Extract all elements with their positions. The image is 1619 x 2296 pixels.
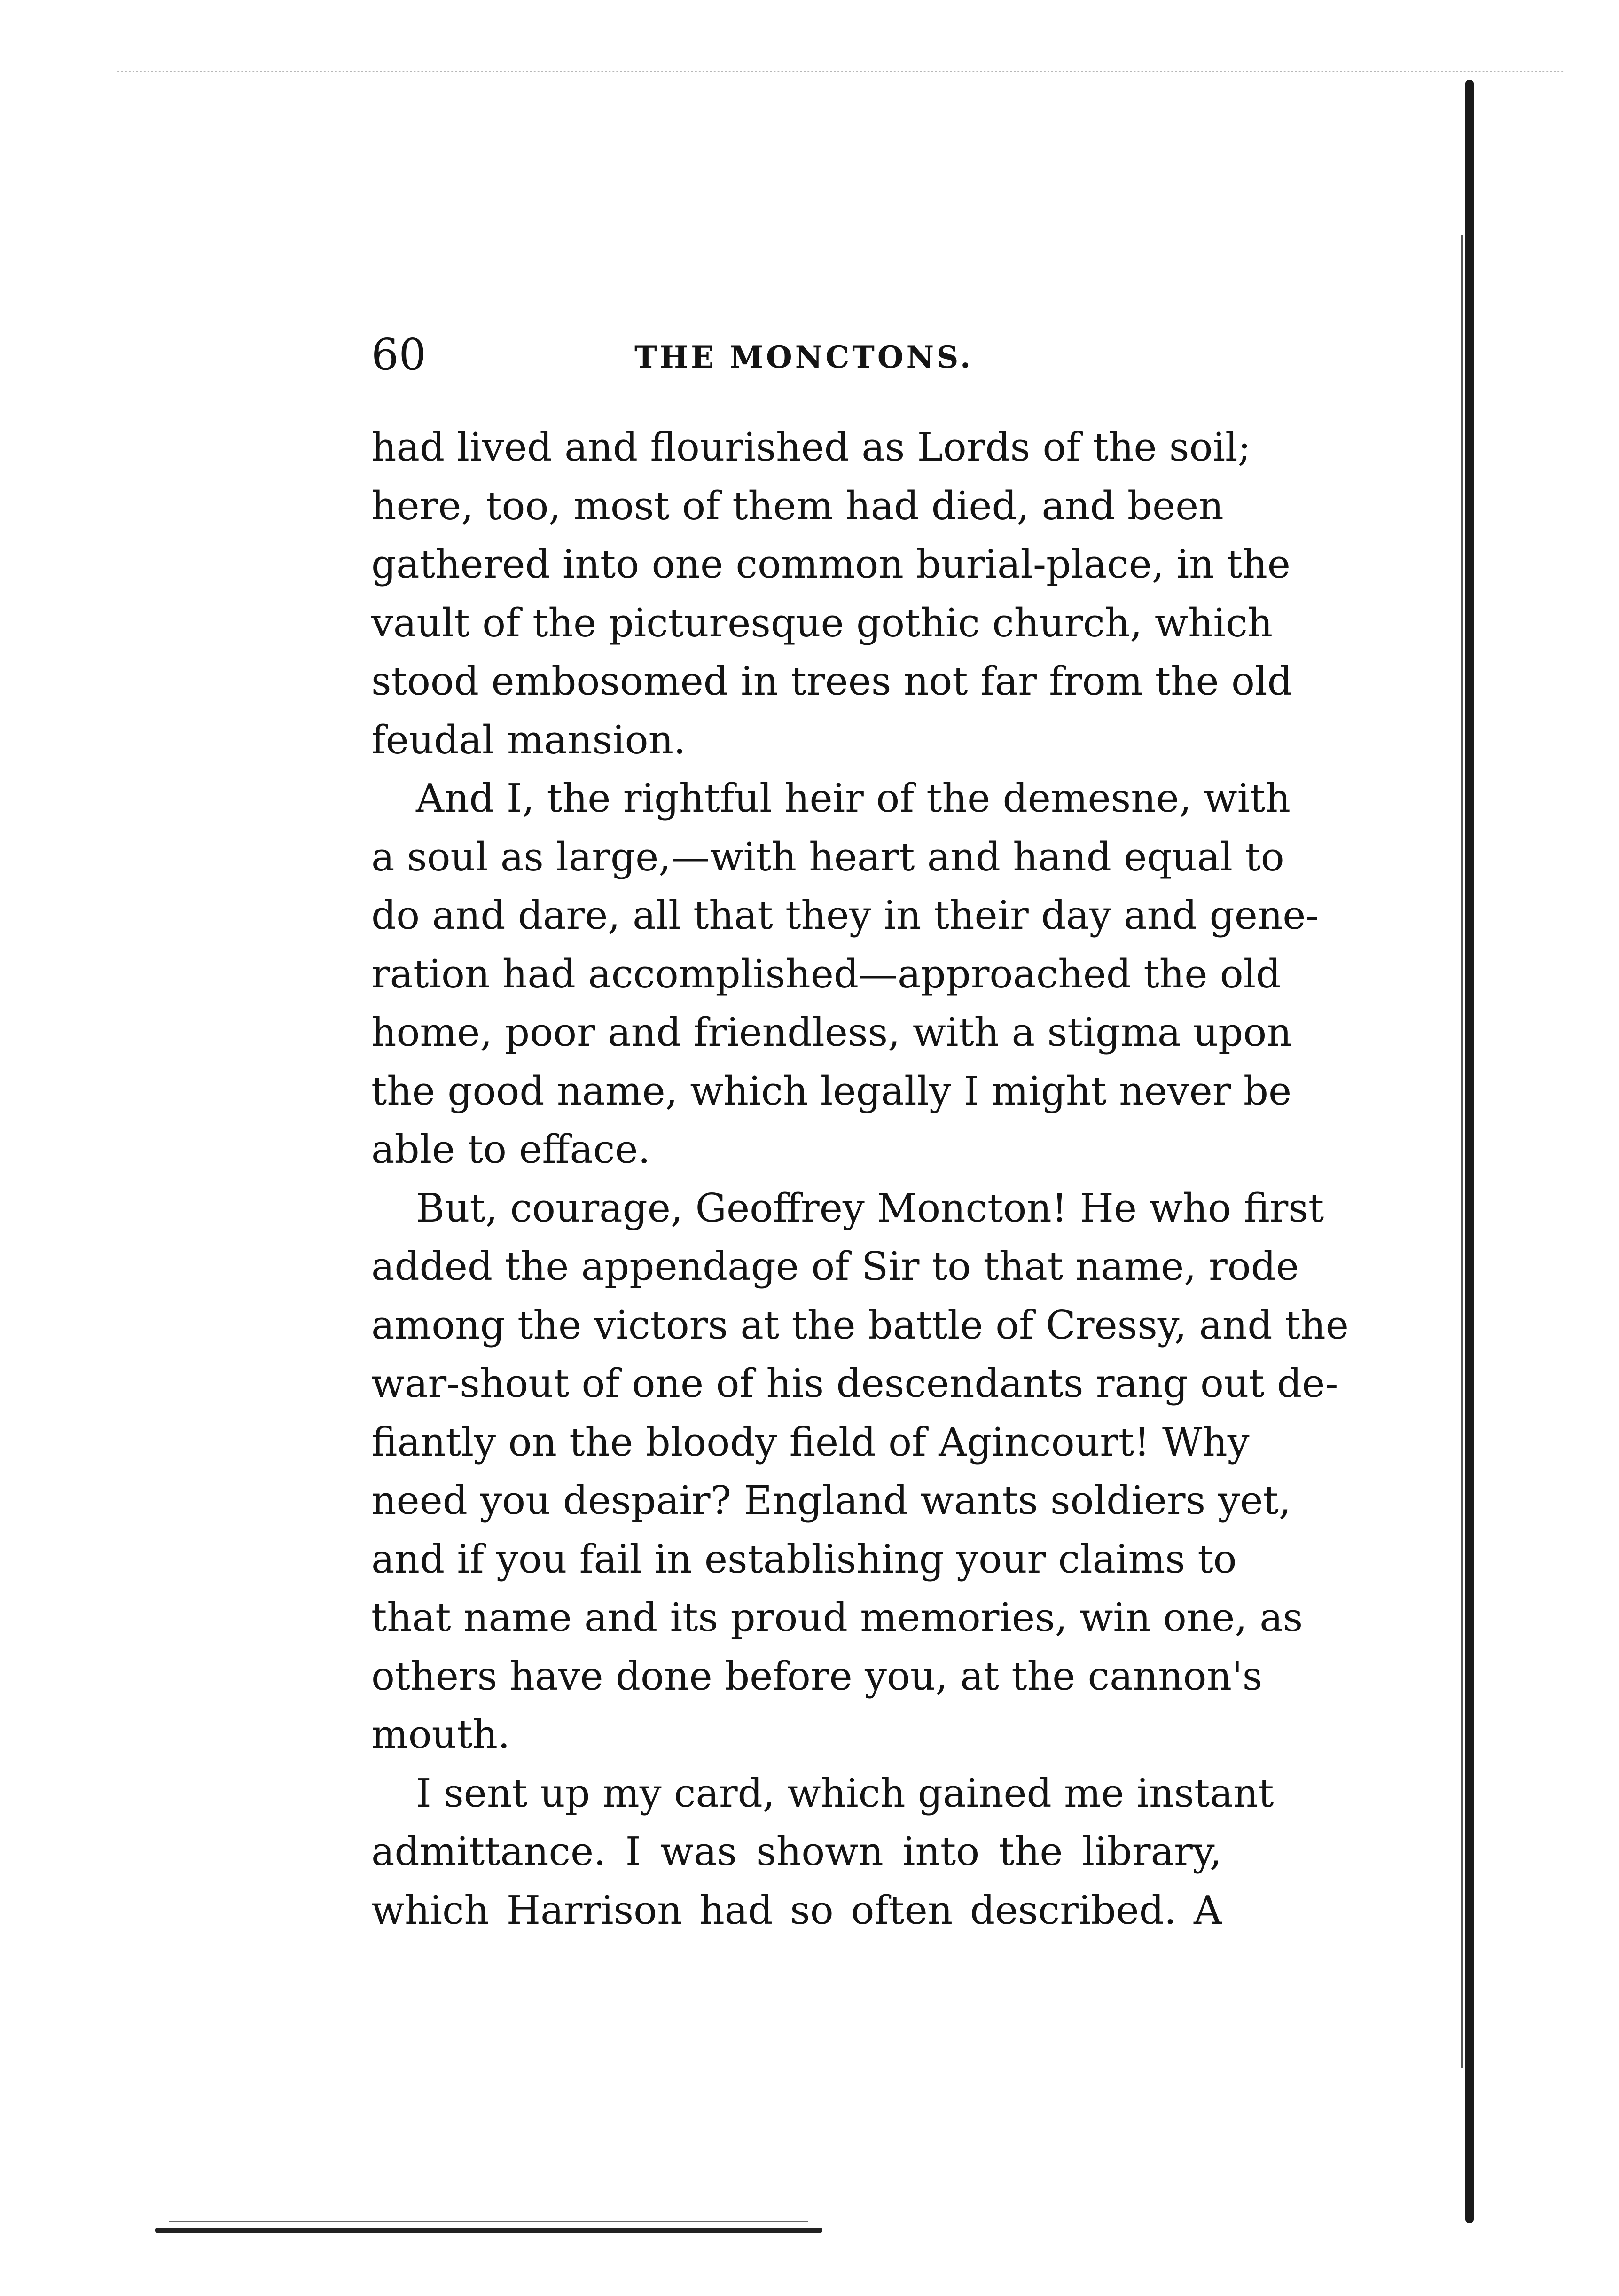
- page-number: 60: [371, 329, 427, 380]
- text-line: able to efface.: [371, 1127, 650, 1172]
- text-line: a soul as large,—with heart and hand equal to: [371, 834, 1284, 880]
- text-line: here, too, most of them had died, and been: [371, 483, 1224, 529]
- text-line: war-shout of one of his descendants rang out de-: [371, 1361, 1338, 1406]
- bottom-rule: [155, 2228, 822, 2233]
- text-line: gathered into one common burial-place, in the: [371, 541, 1291, 587]
- body-text: [371, 418, 1349, 1940]
- text-line: that name and its proud memories, win one, as: [371, 1595, 1303, 1640]
- text-line: which Harrison had so often described. A: [371, 1887, 1222, 1933]
- text-line: had lived and flourished as Lords of the soil;: [371, 424, 1251, 470]
- text-line: But, courage, Geoffrey Moncton! He who first: [416, 1185, 1324, 1231]
- text-line: need you despair? England wants soldiers yet,: [371, 1478, 1291, 1523]
- bottom-rule-shadow: [169, 2221, 808, 2222]
- text-line: others have done before you, at the cannon's: [371, 1653, 1263, 1699]
- text-line: mouth.: [371, 1712, 510, 1757]
- page-header: [371, 329, 1217, 381]
- paragraph-2: [371, 769, 1319, 1179]
- text-line: among the victors at the battle of Cressy, and the: [371, 1302, 1349, 1348]
- paragraph-1: [371, 418, 1292, 769]
- binding-edge: [1465, 80, 1474, 2223]
- text-line: And I, the rightful heir of the demesne, with: [416, 776, 1291, 821]
- text-line: do and dare, all that they in their day and gene-: [371, 893, 1319, 938]
- binding-edge-shadow: [1461, 235, 1463, 2068]
- page-top-edge: [117, 71, 1565, 91]
- text-line: admittance. I was shown into the library,: [371, 1829, 1222, 1874]
- text-line: ration had accomplished—approached the old: [371, 951, 1281, 997]
- text-line: feudal mansion.: [371, 717, 686, 763]
- text-line: and if you fail in establishing your claims to: [371, 1536, 1237, 1582]
- text-line: added the appendage of Sir to that name, rode: [371, 1244, 1299, 1289]
- paragraph-3: [371, 1179, 1349, 1764]
- running-head: THE MONCTONS.: [634, 340, 974, 375]
- text-line: fiantly on the bloody field of Agincourt! Why: [371, 1419, 1250, 1465]
- text-line: stood embosomed in trees not far from the old: [371, 658, 1292, 704]
- text-line: vault of the picturesque gothic church, which: [371, 600, 1273, 646]
- paragraph-4: [371, 1764, 1274, 1940]
- text-line: the good name, which legally I might never be: [371, 1068, 1292, 1114]
- text-line: home, poor and friendless, with a stigma upon: [371, 1010, 1292, 1055]
- text-line: I sent up my card, which gained me instant: [416, 1770, 1274, 1816]
